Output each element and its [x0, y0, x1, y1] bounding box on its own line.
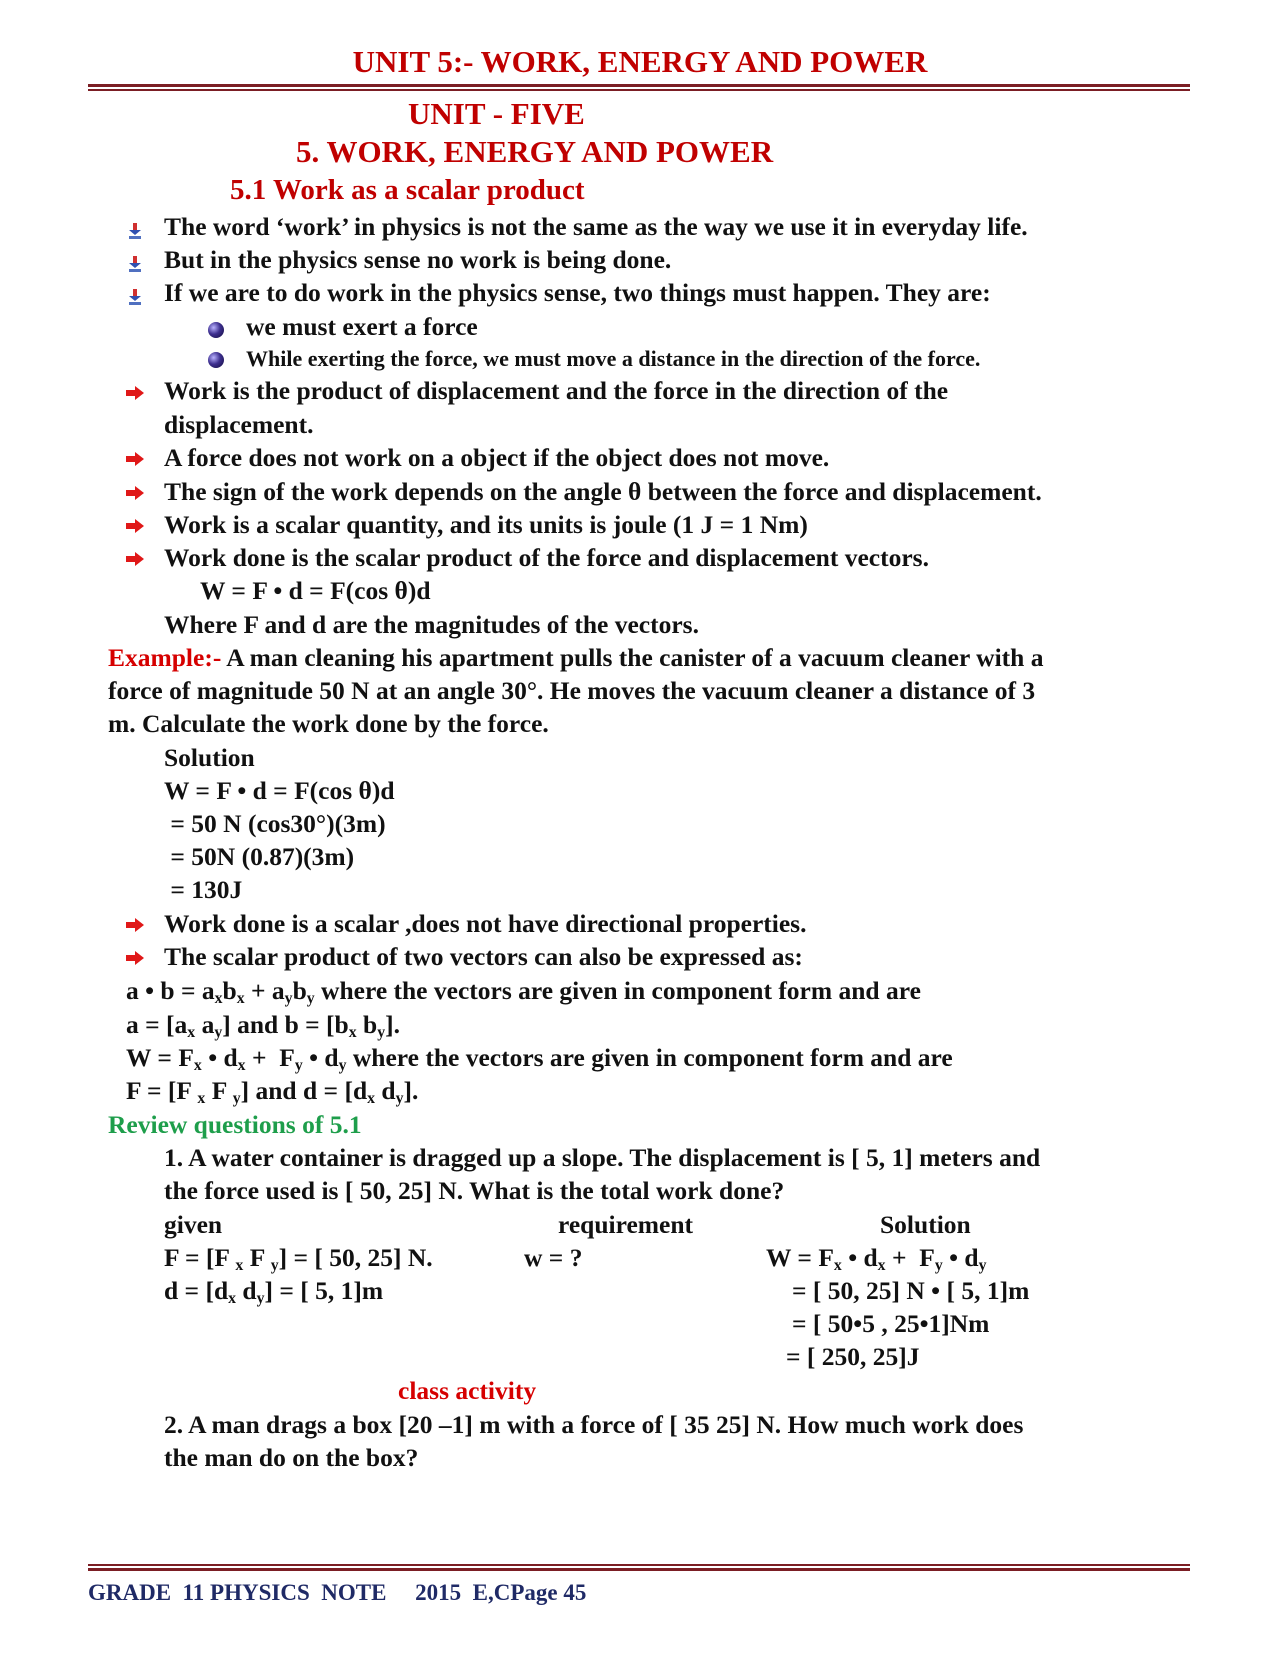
- work-formula: W = F • d = F(cos θ)d: [200, 576, 431, 605]
- point-1: Work is the product of displacement and the force in the direction of the: [164, 376, 949, 405]
- down-arrow-bullet-icon: [128, 222, 142, 240]
- page-footer: GRADE 11 PHYSICS NOTE 2015 E,CPage 45: [88, 1580, 587, 1605]
- right-arrow-bullet-icon: [126, 951, 144, 965]
- chapter-heading: 5. WORK, ENERGY AND POWER: [296, 134, 774, 169]
- right-arrow-bullet-icon: [126, 519, 144, 533]
- section-heading: 5.1 Work as a scalar product: [230, 174, 585, 206]
- point-1-cont: displacement.: [164, 410, 314, 439]
- point-5: Work done is the scalar product of the force and displacement vectors.: [164, 543, 929, 572]
- solution-step-4: = 130J: [164, 875, 243, 904]
- unit-heading: UNIT - FIVE: [408, 96, 585, 131]
- work-component-formula: $W = F_x$ • $d_x + F_y$ • $d_y$ where the vectors are given in component form and are: [126, 1043, 953, 1074]
- solution-line-2: = [ 50, 25] N • [ 5, 1]m: [792, 1276, 1030, 1305]
- given-displacement-tail: ] = [ 5, 1]m: [264, 1276, 384, 1305]
- sphere-bullet-icon: [208, 352, 224, 368]
- point-4: Work is a scalar quantity, and its units is joule (1 J = 1 Nm): [164, 510, 808, 539]
- intro-bullet-1: The word ‘work’ in physics is not the same as the way we use it in everyday life.: [164, 212, 1028, 241]
- point-7: The scalar product of two vectors can also be expressed as:: [164, 942, 803, 971]
- end-text: ].: [385, 1010, 400, 1039]
- solution-title: Solution: [164, 743, 255, 772]
- footer-rule: [88, 1568, 1190, 1571]
- given-force-tail: ] = [ 50, 25] N.: [278, 1243, 433, 1272]
- point-3: The sign of the work depends on the angle θ between the force and displacement.: [164, 477, 1042, 506]
- question-1-line-2: the force used is [ 50, 25] N. What is the total work done?: [164, 1176, 785, 1205]
- right-arrow-bullet-icon: [126, 486, 144, 500]
- question-1-line-1: 1. A water container is dragged up a slope. The displacement is [ 5, 1] meters and: [164, 1143, 1041, 1172]
- review-title: Review questions of 5.1: [108, 1110, 362, 1139]
- and2-text: ] and d = [: [240, 1076, 353, 1105]
- example-line-1: [108, 643, 1043, 673]
- intro-bullet-2: But in the physics sense no work is being done.: [164, 245, 672, 274]
- class-activity-label: class activity: [398, 1376, 537, 1405]
- work-component-tail: where the vectors are given in component form and are: [346, 1043, 953, 1072]
- point-6: Work done is a scalar ,does not have directional properties.: [164, 909, 807, 938]
- right-arrow-bullet-icon: [126, 918, 144, 932]
- where-note: Where F and d are the magnitudes of the vectors.: [164, 610, 699, 639]
- question-2-line-1: 2. A man drags a box [20 –1] m with a force of [ 35 25] N. How much work does: [164, 1410, 1024, 1439]
- requirement-column-title: requirement: [558, 1210, 694, 1239]
- header-rule-thin: [88, 89, 1190, 91]
- example-label: Example:-: [108, 643, 222, 672]
- given-column-title: given: [164, 1210, 223, 1239]
- sphere-bullet-icon: [208, 322, 224, 338]
- footer-rule-thin: [88, 1564, 1190, 1566]
- intro-bullet-3: If we are to do work in the physics sense, two things must happen. They are:: [164, 278, 991, 307]
- point-2: A force does not work on a object if the object does not move.: [164, 443, 830, 472]
- sub-bullet-2: While exerting the force, we must move a distance in the direction of the force.: [246, 346, 981, 371]
- down-arrow-bullet-icon: [128, 288, 142, 306]
- sub-bullet-1: we must exert a force: [246, 312, 478, 341]
- dot-product-formula: a • $b = a_xb_x + a_yb_y$ where the vectors are given in component form and are: [126, 976, 921, 1007]
- example-line-3: m. Calculate the work done by the force.: [108, 709, 549, 738]
- right-arrow-bullet-icon: [126, 452, 144, 466]
- example-text-1: A man cleaning his apartment pulls the canister of a vacuum cleaner with a: [221, 643, 1044, 672]
- solution-line-4: = [ 250, 25]J: [786, 1342, 920, 1371]
- solution-step-2: = 50 N (cos30°)(3m): [164, 809, 386, 838]
- requirement-value: w = ?: [524, 1243, 583, 1272]
- given-force: F = [F $_x$ F $_y$] = [ 50, 25] N.: [164, 1243, 433, 1274]
- right-arrow-bullet-icon: [126, 552, 144, 566]
- solution-column-title: Solution: [880, 1210, 971, 1239]
- and-text: ] and b = [: [222, 1010, 335, 1039]
- vector-F-d-definition: F = [F $_x$ F $_y$] and $d = [d_x$ $d_y$].: [126, 1076, 419, 1107]
- header-rule: [88, 84, 1190, 87]
- solution-step-1: W = F • d = F(cos θ)d: [164, 776, 395, 805]
- solution-line-3: = [ 50•5 , 25•1]Nm: [792, 1309, 990, 1338]
- question-2-line-2: the man do on the box?: [164, 1443, 419, 1472]
- page-header-title: UNIT 5:- WORK, ENERGY AND POWER: [352, 44, 928, 79]
- vector-a-b-definition: $a = [a_x$ $a_y$] and $b = [b_x$ $b_y$].: [126, 1010, 400, 1041]
- end-text-2: ].: [403, 1076, 419, 1105]
- solution-line-1: $W = F_x$ • $d_x + F_y$ • $d_y$: [766, 1243, 987, 1274]
- down-arrow-bullet-icon: [128, 255, 142, 273]
- solution-step-3: = 50N (0.87)(3m): [164, 842, 355, 871]
- given-displacement: $d = [d_x$ $d_y$] = [ 5, 1]m: [164, 1276, 384, 1307]
- dot-product-tail: where the vectors are given in component form and are: [314, 976, 921, 1005]
- example-line-2: force of magnitude 50 N at an angle 30°. He moves the vacuum cleaner a distance of 3: [108, 676, 1036, 705]
- right-arrow-bullet-icon: [126, 386, 144, 400]
